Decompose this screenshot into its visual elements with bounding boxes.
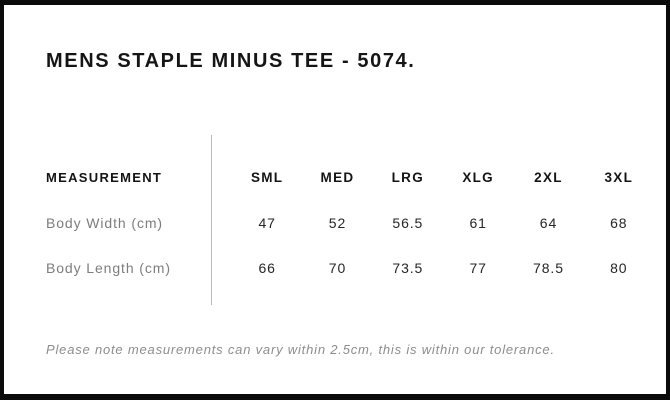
- table-row: [46, 245, 211, 290]
- size-value-cell: 70: [328, 259, 347, 276]
- size-value-cell: 52: [328, 214, 347, 231]
- column-header-med: MED: [320, 170, 355, 185]
- size-value-cell: 78.5: [533, 259, 564, 276]
- size-value-cell: 61: [469, 214, 487, 231]
- size-value-cell: 77: [469, 259, 487, 276]
- column-header-sml: SML: [250, 170, 284, 185]
- size-header-row: [232, 155, 654, 200]
- size-value-cell: 64: [539, 214, 558, 231]
- size-value-cell: 47: [258, 214, 276, 231]
- column-header-2xl: 2XL: [534, 170, 563, 185]
- tolerance-note: Please note measurements can vary within 2.5cm, this is within our tolerance.: [46, 342, 555, 357]
- size-value-cell: 56.5: [392, 214, 424, 231]
- size-value-cell: 73.5: [392, 259, 424, 276]
- table-row-body-width: [232, 200, 654, 245]
- product-title: MENS STAPLE MINUS TEE - 5074.: [46, 50, 416, 72]
- row-label-body-length: Body Length (cm): [46, 259, 171, 276]
- size-value-cell: 66: [258, 259, 276, 276]
- table-row: [46, 200, 211, 245]
- size-value-cell: 68: [610, 214, 628, 231]
- measurement-column-header: MEASUREMENT: [46, 170, 163, 185]
- column-header-xlg: XLG: [462, 170, 494, 185]
- column-header-3xl: 3XL: [604, 170, 634, 185]
- column-header-lrg: LRG: [391, 170, 425, 185]
- row-label-body-width: Body Width (cm): [46, 214, 163, 231]
- measurement-labels-column: [46, 135, 211, 305]
- size-values-column: [211, 135, 654, 305]
- size-table: [46, 135, 654, 305]
- table-row-body-length: [232, 245, 654, 290]
- size-value-cell: 80: [610, 259, 628, 276]
